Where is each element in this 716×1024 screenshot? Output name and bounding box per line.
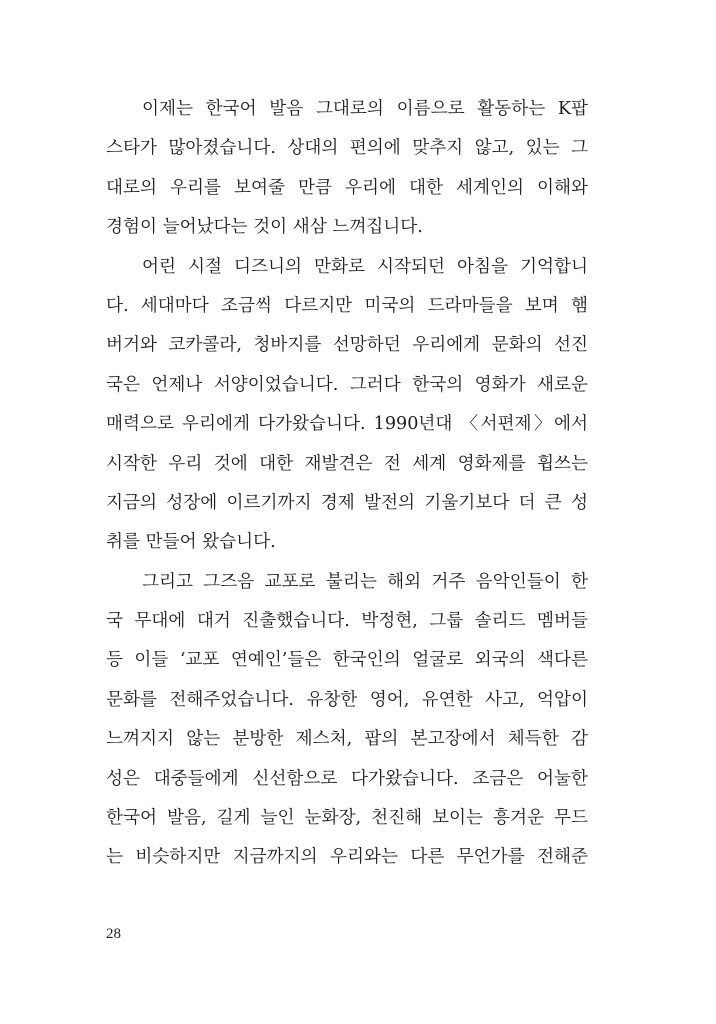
text-line: 이제는 한국어 발음 그대로의 이름으로 활동하는 K팝 [142, 99, 588, 119]
body-text [106, 90, 588, 878]
text-line: 성은 대중들에게 신선함으로 다가왔습니다. 조금은 어눌한 [106, 768, 588, 789]
text-line: 어린 시절 디즈니의 만화로 시작되던 아침을 기억합니 [142, 256, 588, 277]
text-line: 국은 언제나 서양이었습니다. 그러다 한국의 영화가 새로운 [106, 374, 588, 395]
text-line: 국 무대에 대거 진출했습니다. 박정현, 그룹 솔리드 멤버들 [106, 611, 588, 632]
text-line: 대로의 우리를 보여줄 만큼 우리에 대한 세계인의 이해와 [106, 177, 588, 198]
text-line: 스타가 많아졌습니다. 상대의 편의에 맞추지 않고, 있는 그 [106, 138, 588, 159]
text-line: 문화를 전해주었습니다. 유창한 영어, 유연한 사고, 억압이 [106, 689, 588, 710]
text-line: 는 비슷하지만 지금까지의 우리와는 다른 무언가를 전해준 [106, 847, 588, 868]
text-line: 다. 세대마다 조금씩 다르지만 미국의 드라마들을 보며 햄 [106, 295, 588, 316]
text-line: 느껴지지 않는 분방한 제스처, 팝의 본고장에서 체득한 감 [106, 729, 588, 750]
text-line: 등 이들 ‘교포 연예인’들은 한국인의 얼굴로 외국의 색다른 [106, 650, 588, 671]
text-line: 취를 만들어 왔습니다. [106, 532, 276, 553]
text-line: 경험이 늘어났다는 것이 새삼 느껴집니다. [106, 217, 423, 238]
text-line: 지금의 성장에 이르기까지 경제 발전의 기울기보다 더 큰 성 [106, 492, 588, 513]
text-line: 시작한 우리 것에 대한 재발견은 전 세계 영화제를 휩쓰는 [106, 453, 588, 474]
text-line: 버거와 코카콜라, 청바지를 선망하던 우리에게 문화의 선진 [106, 335, 588, 356]
text-line: 한국어 발음, 길게 늘인 눈화장, 천진해 보이는 흥겨운 무드 [106, 808, 588, 829]
page-number: 28 [106, 926, 121, 942]
text-line: 매력으로 우리에게 다가왔습니다. 1990년대 〈서편제〉에서 [106, 414, 588, 435]
text-line: 그리고 그즈음 교포로 불리는 해외 거주 음악인들이 한 [142, 571, 588, 592]
